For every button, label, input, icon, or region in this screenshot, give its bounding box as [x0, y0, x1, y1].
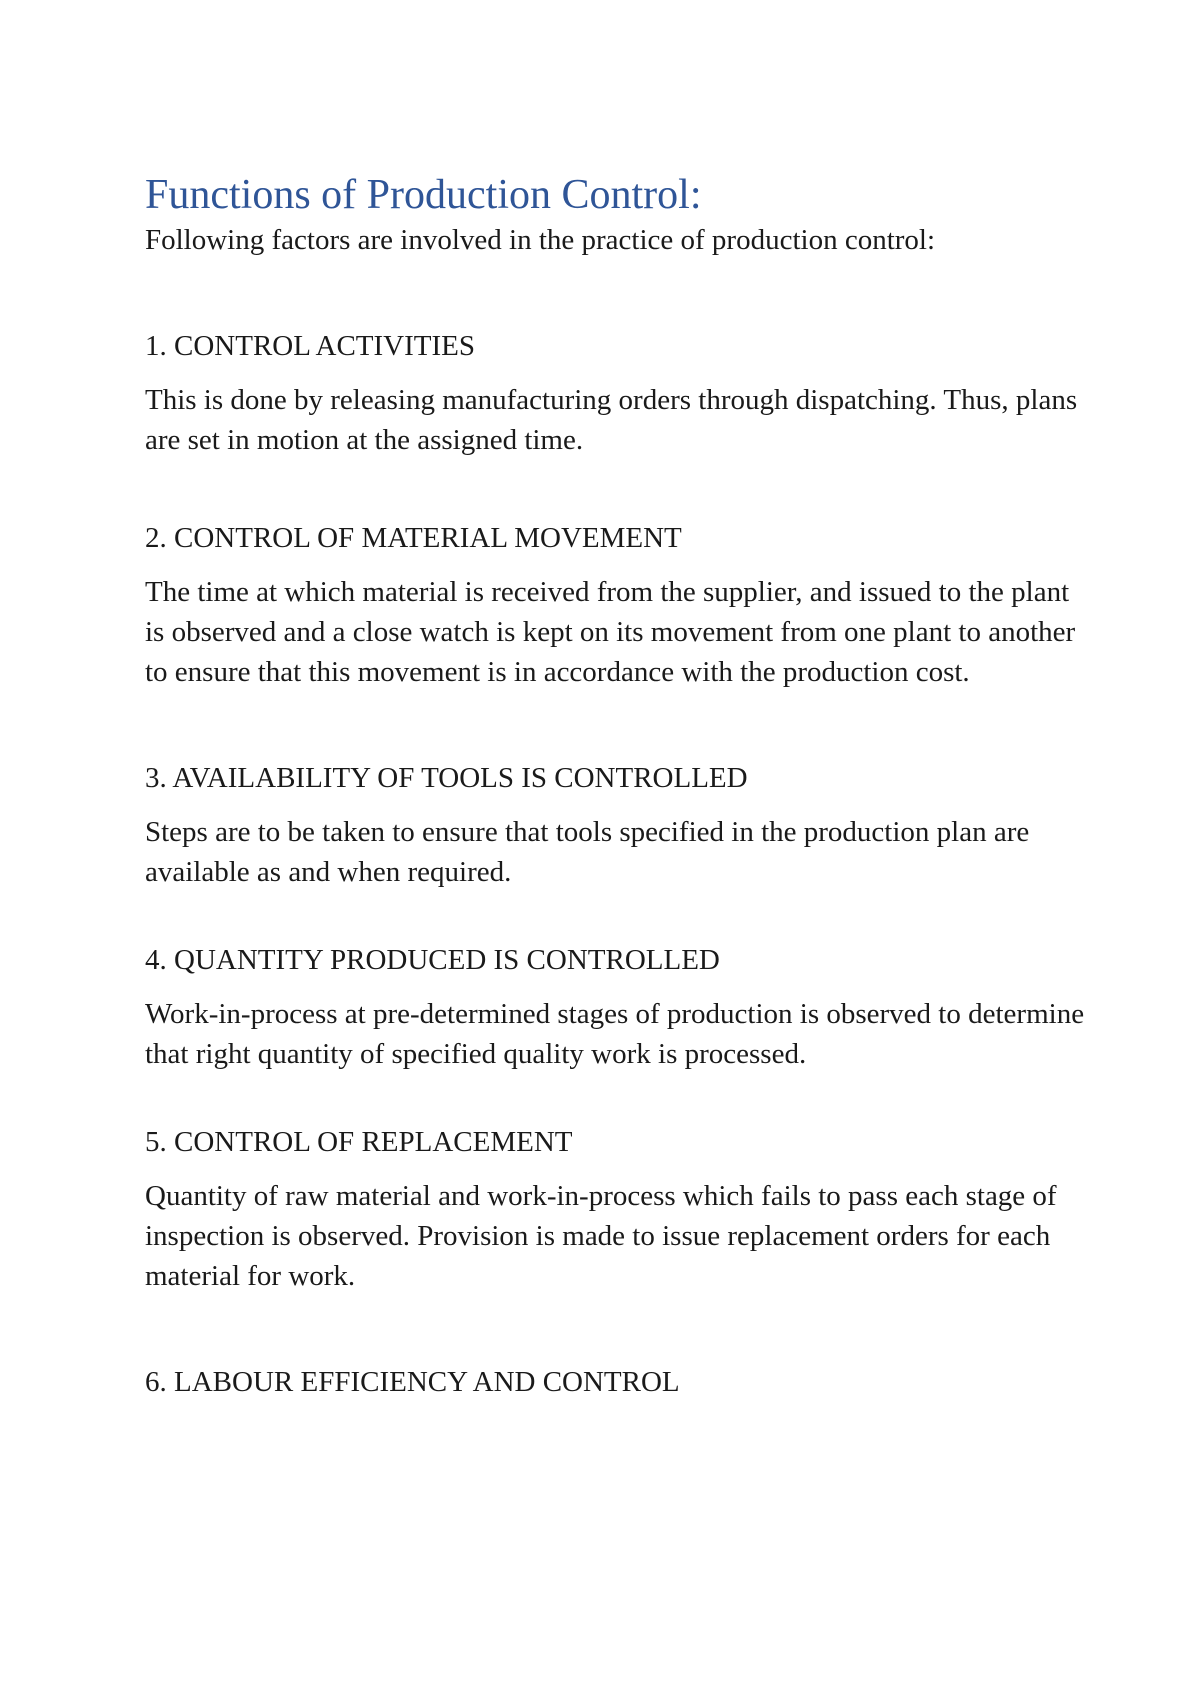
section-control-replacement	[145, 1122, 1085, 1296]
section-heading: 4. QUANTITY PRODUCED IS CONTROLLED	[145, 944, 720, 977]
page-title: Functions of Production Control:	[145, 172, 702, 218]
section-heading: 5. CONTROL OF REPLACEMENT	[145, 1126, 573, 1159]
section-heading: 1. CONTROL ACTIVITIES	[145, 330, 475, 363]
section-quantity-produced	[145, 940, 1085, 1074]
section-labour-efficiency	[145, 1362, 1085, 1402]
section-heading: 3. AVAILABILITY OF TOOLS IS CONTROLLED	[145, 762, 748, 795]
section-body: Steps are to be taken to ensure that tools specified in the production plan are available as and when required.	[145, 816, 1030, 889]
section-heading: 2. CONTROL OF MATERIAL MOVEMENT	[145, 522, 682, 555]
intro-paragraph: Following factors are involved in the practice of production control:	[145, 224, 936, 257]
section-body: Quantity of raw material and work-in-process which fails to pass each stage of inspection is observed. Provision is made to issue replacement orders for each material for work.	[145, 1180, 1057, 1293]
section-body: Work-in-process at pre-determined stages of production is observed to determine that right quantity of specified quality work is processed.	[145, 998, 1085, 1071]
section-body: The time at which material is received from the supplier, and issued to the plant is observed and a close watch is kept on its movement from one plant to another to ensure that this movement is in accordance with the production cost.	[145, 576, 1076, 689]
section-tools-availability	[145, 758, 1085, 892]
section-material-movement	[145, 518, 1085, 692]
section-body: This is done by releasing manufacturing orders through dispatching. Thus, plans are set in motion at the assigned time.	[145, 384, 1078, 457]
document-content	[145, 170, 1085, 1416]
section-heading: 6. LABOUR EFFICIENCY AND CONTROL	[145, 1366, 680, 1399]
section-control-activities	[145, 326, 1085, 460]
